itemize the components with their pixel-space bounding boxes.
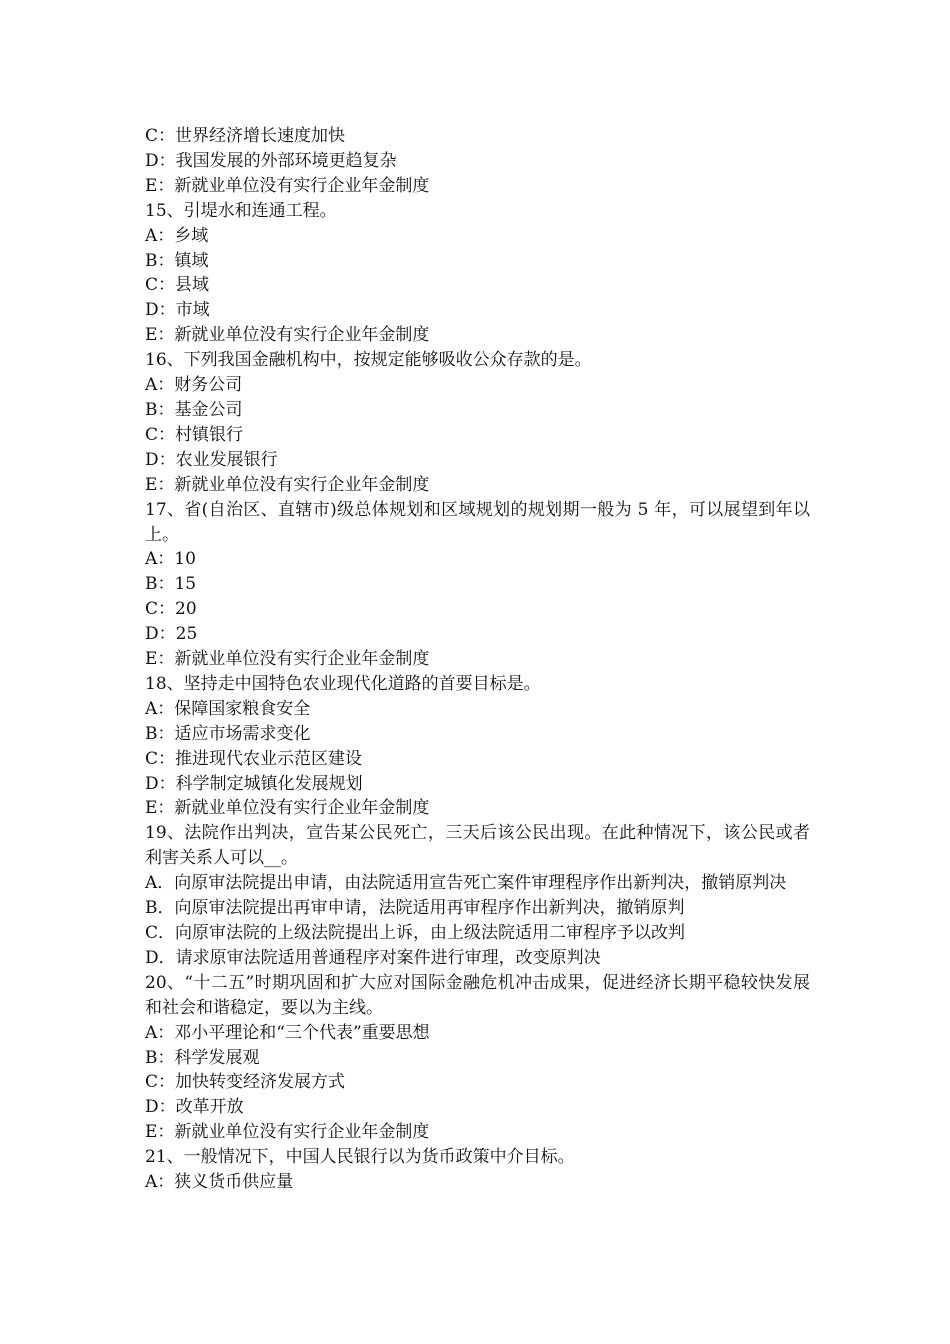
- option-d: D：改革开放: [145, 1097, 244, 1118]
- option-e: E：新就业单位没有实行企业年金制度: [145, 474, 430, 495]
- option-c: C：20: [145, 599, 197, 620]
- option-e: E：新就业单位没有实行企业年金制度: [145, 1122, 430, 1143]
- option-a: A：财务公司: [145, 375, 243, 396]
- option-a: A：乡域: [145, 225, 209, 246]
- question-17: 17、省(自治区、直辖市)级总体规划和区域规划的规划期一般为 5 年，可以展望到年以上。: [145, 499, 810, 545]
- option-c: C．向原审法院的上级法院提出上诉，由上级法院适用二审程序予以改判: [145, 923, 686, 943]
- option-a: A：10: [145, 549, 196, 570]
- option-c: C：推进现代农业示范区建设: [145, 748, 363, 769]
- option-b: B．向原审法院提出再审申请，法院适用再审程序作出新判决，撤销原判: [145, 898, 685, 919]
- question-20: 20、“十二五”时期巩固和扩大应对国际金融危机冲击成果，促进经济长期平稳较快发展和社会和谐稳定，要以为主线。: [145, 972, 810, 1018]
- option-d: D：科学制定城镇化发展规划: [145, 773, 363, 794]
- option-d: D：我国发展的外部环境更趋复杂: [145, 150, 397, 171]
- option-c: C：世界经济增长速度加快: [145, 126, 346, 146]
- option-c: C：县域: [145, 275, 210, 296]
- document-body: [145, 124, 810, 1195]
- option-d: D．请求原审法院适用普通程序对案件进行审理，改变原判决: [145, 947, 601, 968]
- option-d: D：农业发展银行: [145, 449, 278, 470]
- option-c: C：加快转变经济发展方式: [145, 1072, 346, 1093]
- option-c: C：村镇银行: [145, 424, 244, 445]
- option-a: A．向原审法院提出申请，由法院适用宣告死亡案件审理程序作出新判决，撤销原判决: [145, 873, 787, 894]
- option-b: B：基金公司: [145, 399, 243, 420]
- option-a: A：狭义货币供应量: [145, 1172, 294, 1193]
- question-15: 15、引堤水和连通工程。: [145, 200, 337, 221]
- option-e: E：新就业单位没有实行企业年金制度: [145, 175, 430, 196]
- question-18: 18、坚持走中国特色农业现代化道路的首要目标是。: [145, 673, 541, 694]
- option-b: B：适应市场需求变化: [145, 723, 311, 744]
- option-b: B：镇域: [145, 250, 209, 271]
- option-d: D：25: [145, 624, 198, 645]
- option-b: B：15: [145, 574, 197, 595]
- option-a: A：保障国家粮食安全: [145, 698, 311, 719]
- option-d: D：市域: [145, 300, 210, 321]
- option-e: E：新就业单位没有实行企业年金制度: [145, 649, 430, 670]
- option-a: A：邓小平理论和“三个代表”重要思想: [145, 1022, 430, 1043]
- option-e: E：新就业单位没有实行企业年金制度: [145, 798, 430, 819]
- question-21: 21、一般情况下，中国人民银行以为货币政策中介目标。: [145, 1147, 575, 1168]
- question-16: 16、下列我国金融机构中，按规定能够吸收公众存款的是。: [145, 350, 592, 371]
- question-19: 19、法院作出判决，宣告某公民死亡，三天后该公民出现。在此种情况下，该公民或者利害关系人可以__。: [145, 823, 810, 869]
- option-e: E：新就业单位没有实行企业年金制度: [145, 325, 430, 346]
- option-b: B：科学发展观: [145, 1047, 260, 1068]
